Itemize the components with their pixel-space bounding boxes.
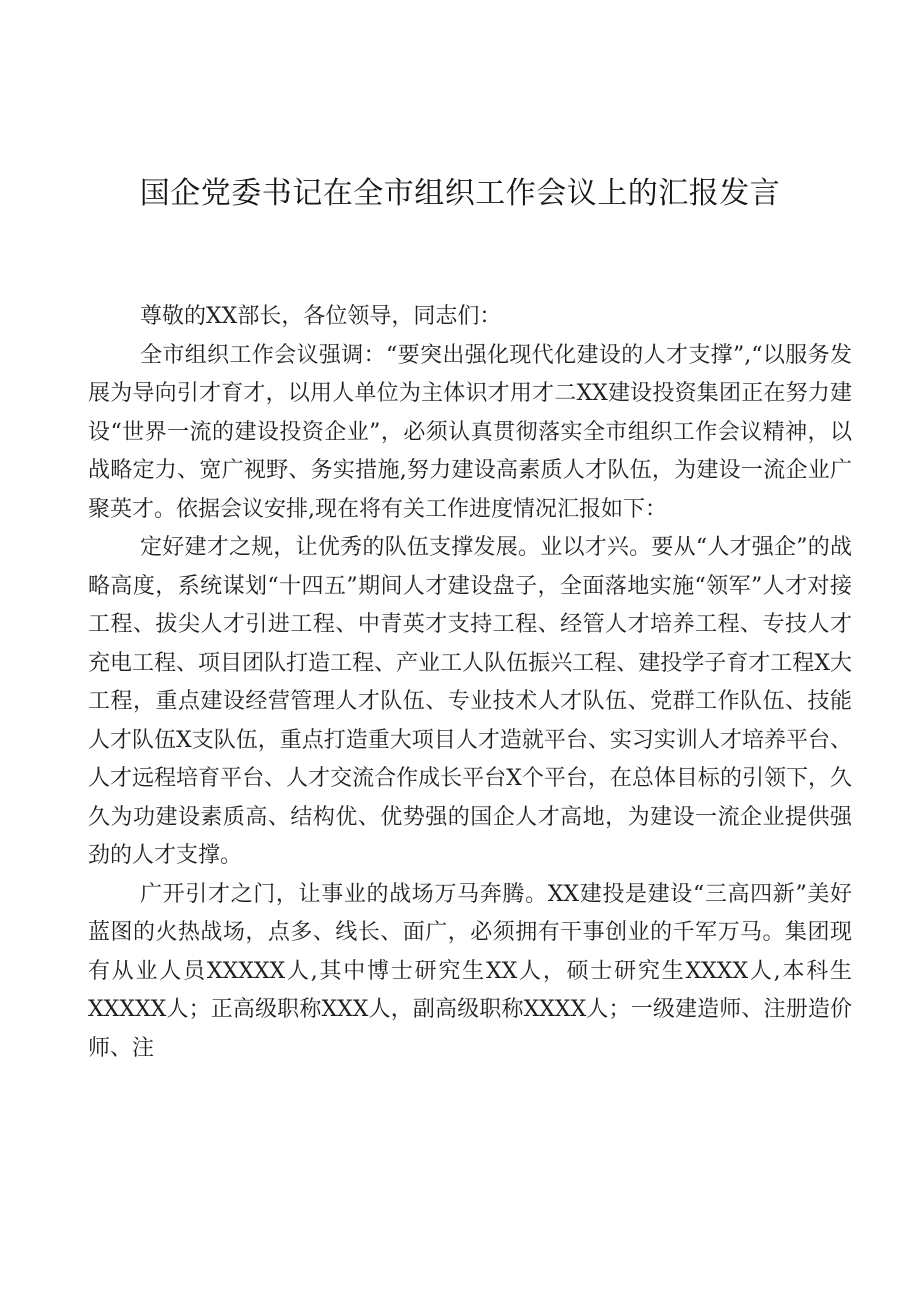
document-title: 国企党委书记在全市组织工作会议上的汇报发言 <box>139 176 781 211</box>
paragraph-intro: 全市组织工作会议强调：“要突出强化现代化建设的人才支撑”,“以服务发展为导向引才育才，以用人单位为主体识才用才二XX建设投资集团正在努力建设“世界一流的建设投资企业”，必须认真贯彻落实全市组织工作会议精神，以战略定力、宽广视野、务实措施,努力建设高素质人才队伍，为建设一流企业广聚英才。依据会议安排,现在将有关工作进度情况汇报如下： <box>88 342 852 522</box>
salutation: 尊敬的XX部长，各位领导，同志们： <box>140 304 502 329</box>
paragraph-talent-rules: 定好建才之规，让优秀的队伍支撑发展。业以才兴。要从“人才强企”的战略高度，系统谋划“十四五”期间人才建设盘子，全面落地实施“领军”人才对接工程、拔尖人才引进工程、中青英才支持工程、经管人才培养工程、专技人才充电工程、项目团队打造工程、产业工人队伍振兴工程、建投学子育才工程X大工程，重点建设经营管理人才队伍、专业技术人才队伍、党群工作队伍、技能人才队伍X支队伍，重点打造重大项目人才造就平台、实习实训人才培养平台、人才远程培育平台、人才交流合作成长平台X个平台，在总体目标的引领下，久久为功建设素质高、结构优、优势强的国企人才高地，为建设一流企业提供强劲的人才支撑。 <box>88 535 852 868</box>
document-body <box>88 298 852 1068</box>
paragraph-talent-recruitment: 广开引才之门，让事业的战场万马奔腾。XX建投是建设“三高四新”美好蓝图的火热战场，点多、线长、面广，必须拥有干事创业的千军万马。集团现有从业人员XXXXX人,其中博士研究生XX人，硕士研究生XXXX人,本科生XXXXX人；正高级职称XXX人，副高级职称XXXX人；一级建造师、注册造价师、注 <box>88 881 852 1061</box>
